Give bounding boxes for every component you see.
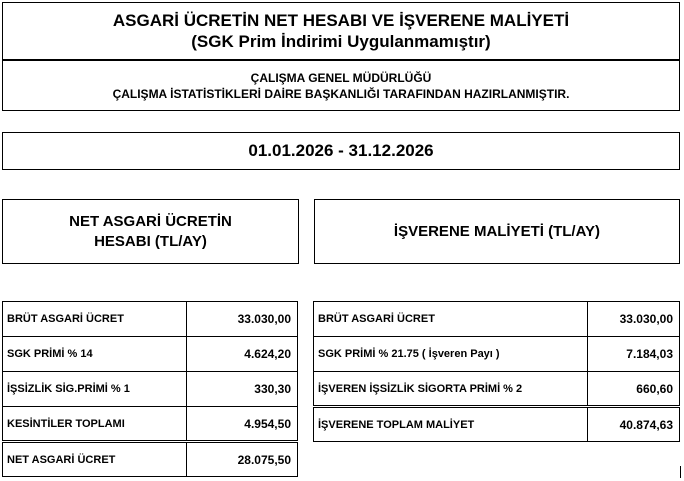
- row-label: BRÜT ASGARİ ÜCRET: [314, 302, 588, 337]
- edge-marker: [680, 466, 681, 478]
- row-value: 33.030,00: [187, 302, 298, 337]
- table-row: [3, 337, 298, 372]
- period-text: 01.01.2026 - 31.12.2026: [248, 141, 434, 160]
- table-row-total: [314, 407, 680, 442]
- row-value: 660,60: [588, 372, 680, 407]
- row-value: 28.075,50: [187, 442, 298, 477]
- row-label: SGK PRİMİ % 14: [3, 337, 187, 372]
- organization-line-1: ÇALIŞMA GENEL MÜDÜRLÜĞÜ: [250, 70, 432, 85]
- row-value: 33.030,00: [588, 302, 680, 337]
- employer-heading-box: [314, 199, 680, 264]
- table-row: [3, 372, 298, 407]
- table-row: [314, 337, 680, 372]
- row-value: 330,30: [187, 372, 298, 407]
- net-heading-line-1: NET ASGARİ ÜCRETİN: [69, 212, 232, 230]
- organization-box: [2, 60, 680, 111]
- row-label: İŞVEREN İŞSİZLİK SİGORTA PRİMİ % 2: [314, 372, 588, 407]
- table-row-total: [3, 442, 298, 477]
- row-label: BRÜT ASGARİ ÜCRET: [3, 302, 187, 337]
- row-value: 4.954,50: [187, 407, 298, 442]
- table-row: [314, 372, 680, 407]
- table-row: [314, 302, 680, 337]
- employer-cost-table: [313, 301, 680, 442]
- period-box: [2, 132, 680, 170]
- row-value: 40.874,63: [588, 407, 680, 442]
- net-heading-box: [2, 199, 299, 264]
- page-title: ASGARİ ÜCRETİN NET HESABI VE İŞVERENE MALİYETİ: [112, 11, 570, 30]
- title-box: [2, 2, 680, 60]
- organization-line-2: ÇALIŞMA İSTATİSTİKLERİ DAİRE BAŞKANLIĞI TARAFINDAN HAZIRLANMIŞTIR.: [112, 86, 570, 101]
- row-label: İŞVERENE TOPLAM MALİYET: [314, 407, 588, 442]
- page-subtitle: (SGK Prim İndirimi Uygulanmamıştır): [191, 32, 491, 51]
- table-row: [3, 407, 298, 442]
- table-row: [3, 302, 298, 337]
- row-label: İŞSİZLİK SİG.PRİMİ % 1: [3, 372, 187, 407]
- row-label: NET ASGARİ ÜCRET: [3, 442, 187, 477]
- net-wage-table: [2, 301, 298, 477]
- employer-heading: İŞVERENE MALİYETİ (TL/AY): [393, 222, 601, 240]
- row-label: SGK PRİMİ % 21.75 ( İşveren Payı ): [314, 337, 588, 372]
- net-heading-line-2: HESABI (TL/AY): [94, 232, 207, 250]
- row-value: 4.624,20: [187, 337, 298, 372]
- row-label: KESİNTİLER TOPLAMI: [3, 407, 187, 442]
- row-value: 7.184,03: [588, 337, 680, 372]
